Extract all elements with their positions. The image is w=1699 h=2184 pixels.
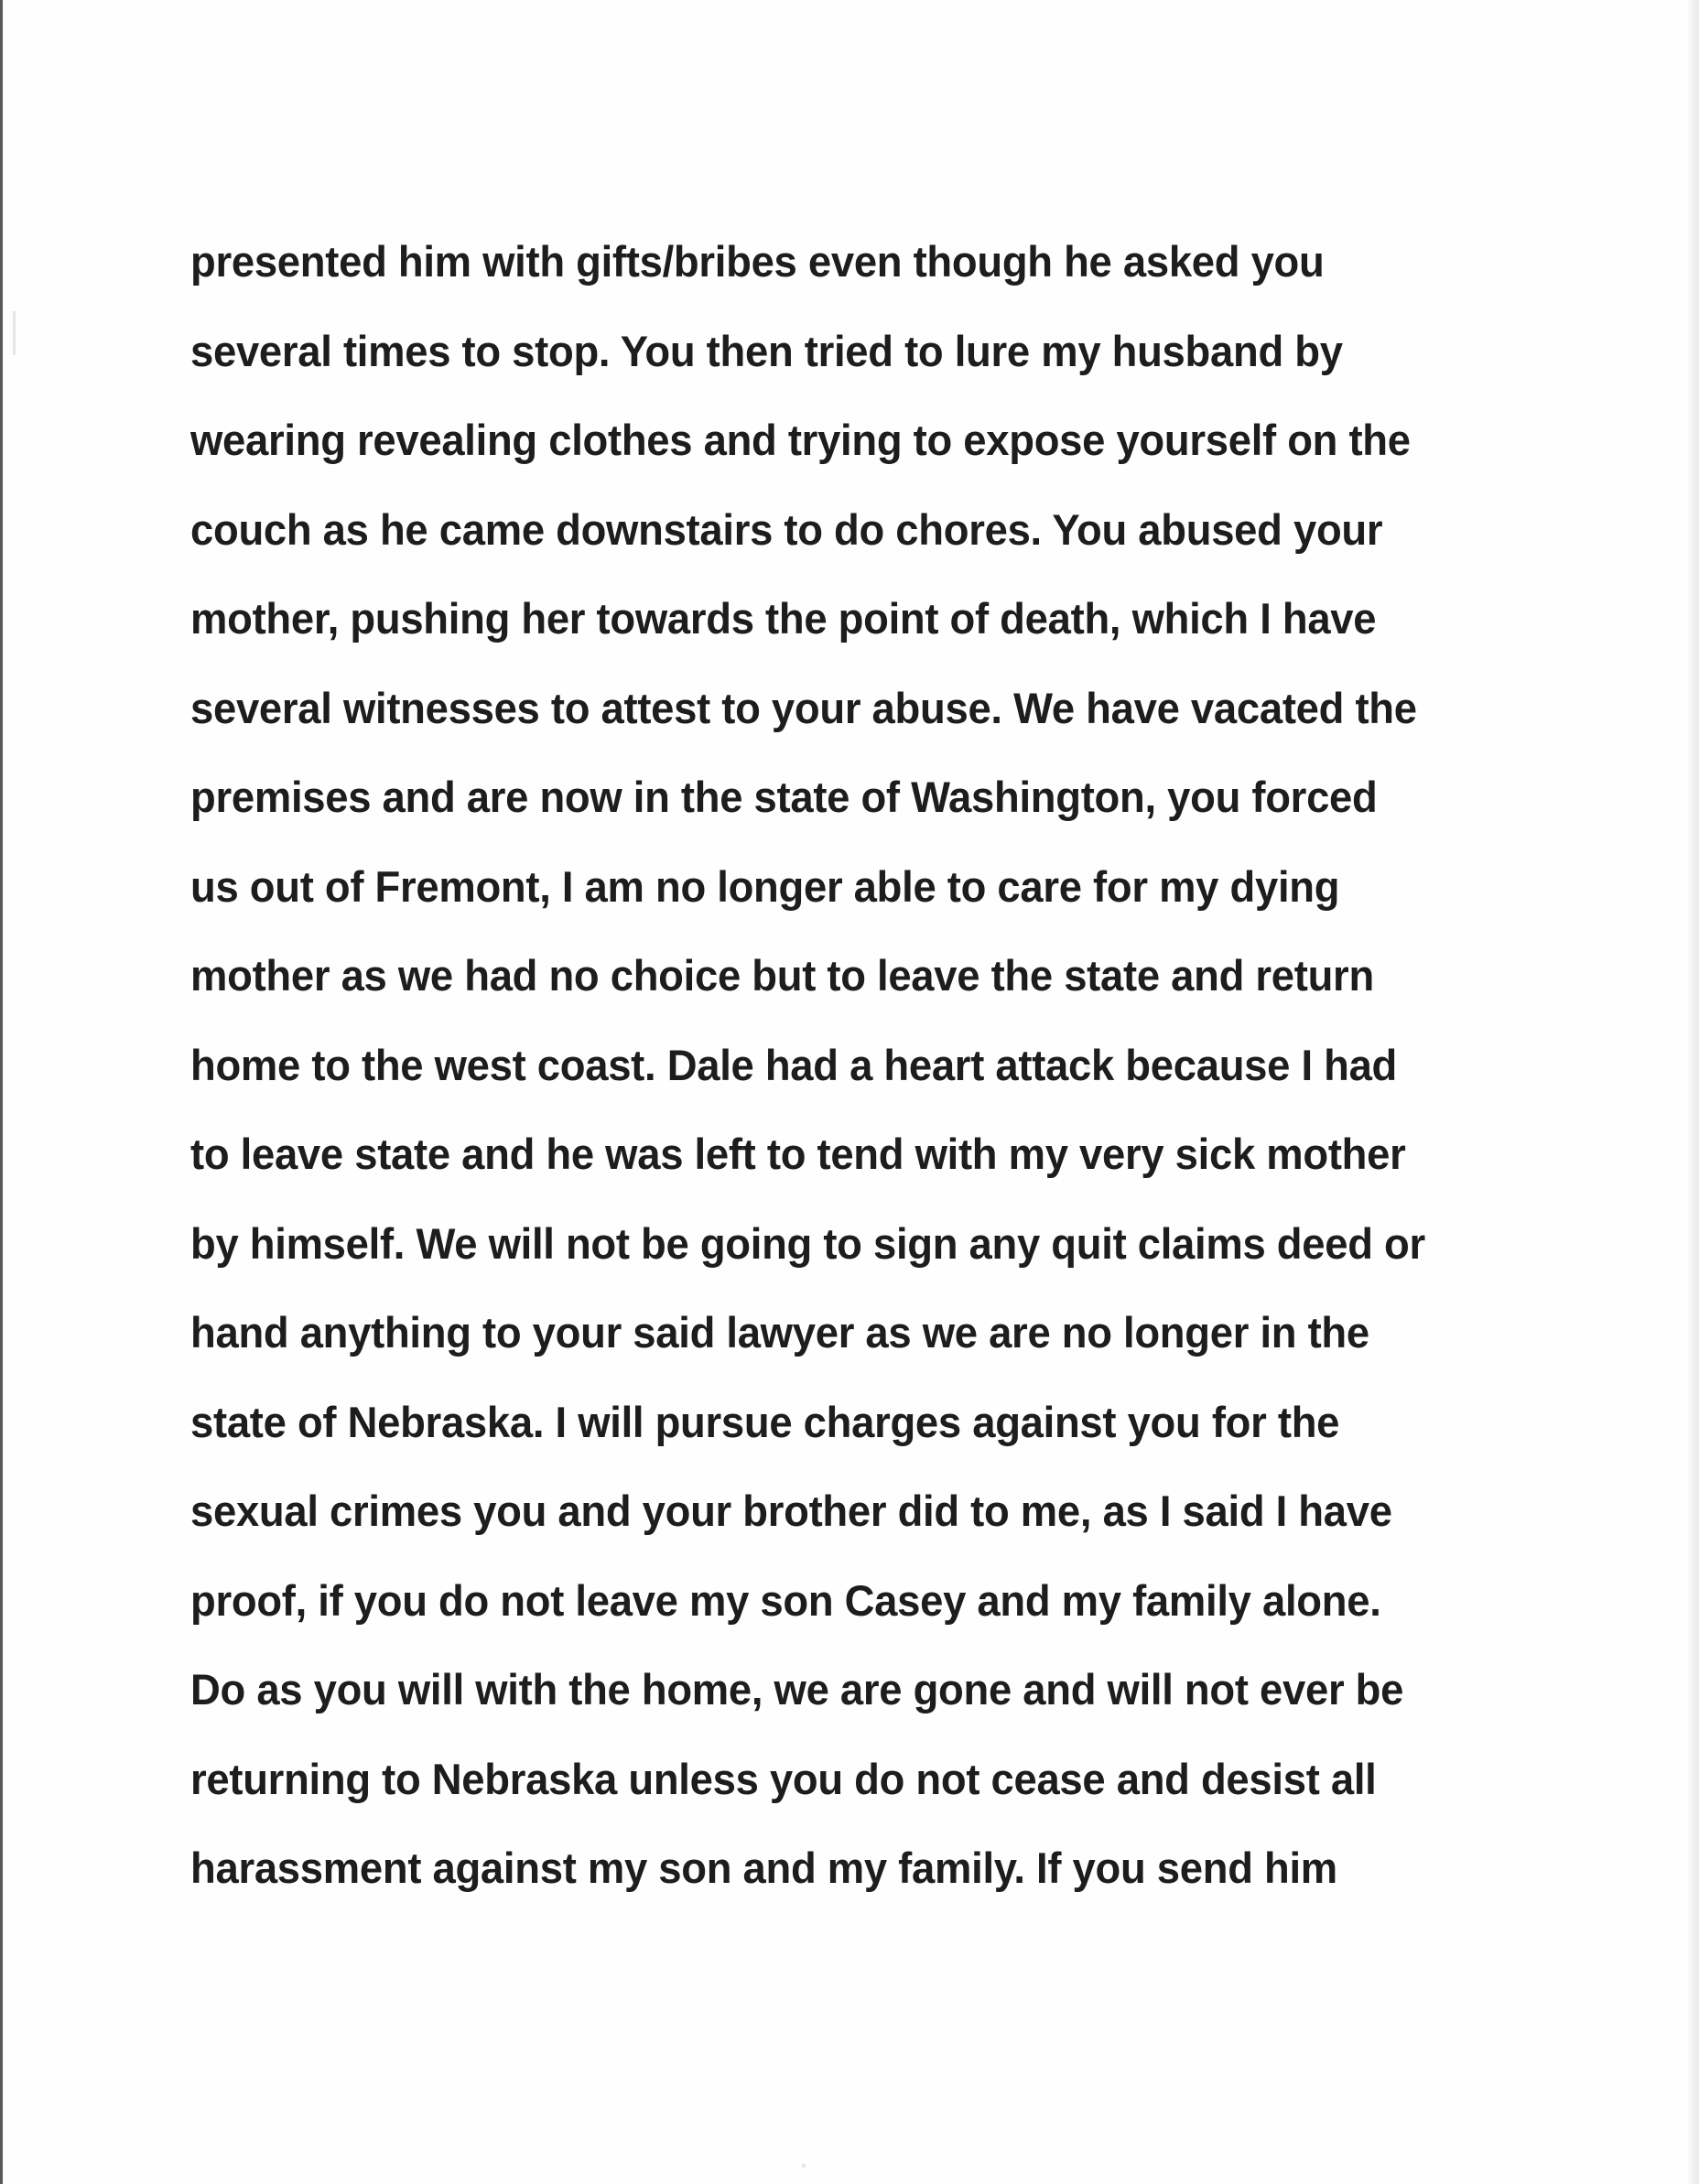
text-line: mother, pushing her towards the point of death, which I have — [190, 594, 1377, 643]
scan-speck — [802, 2164, 806, 2168]
text-line: wearing revealing clothes and trying to expose yourself on the — [190, 416, 1411, 464]
text-line: mother as we had no choice but to leave the state and return — [190, 951, 1374, 1000]
page-left-edge — [0, 0, 3, 2184]
text-line: couch as he came downstairs to do chores. You abused your — [190, 504, 1383, 554]
text-line: presented him with gifts/bribes even though he asked you — [190, 237, 1325, 286]
letter-body — [190, 229, 1564, 1925]
text-line: several witnesses to attest to your abuse. We have vacated the — [190, 683, 1417, 732]
text-line: state of Nebraska. I will pursue charges against you for the — [190, 1397, 1340, 1446]
text-line: sexual crimes you and your brother did to me, as I said I have — [190, 1487, 1392, 1535]
text-line: premises and are now in the state of Washington, you forced — [190, 773, 1378, 821]
text-line: home to the west coast. Dale had a heart attack because I had — [190, 1040, 1398, 1089]
text-line: hand anything to your said lawyer as we are no longer in the — [190, 1308, 1369, 1357]
text-line: several times to stop. You then tried to lure my husband by — [190, 326, 1343, 375]
text-line: returning to Nebraska unless you do not cease and desist all — [190, 1754, 1377, 1803]
scan-speck — [13, 311, 16, 355]
page-right-edge — [1686, 0, 1699, 2184]
text-line: to leave state and he was left to tend with my very sick mother — [190, 1130, 1406, 1178]
text-line: by himself. We will not be going to sign any quit claims deed or — [190, 1218, 1425, 1268]
text-line: proof, if you do not leave my son Casey and my family alone. — [190, 1575, 1381, 1625]
text-line: harassment against my son and my family. If you send him — [190, 1843, 1337, 1892]
text-line: Do as you will with the home, we are gone and will not ever be — [190, 1665, 1404, 1714]
text-line: us out of Fremont, I am no longer able to care for my dying — [190, 861, 1340, 911]
